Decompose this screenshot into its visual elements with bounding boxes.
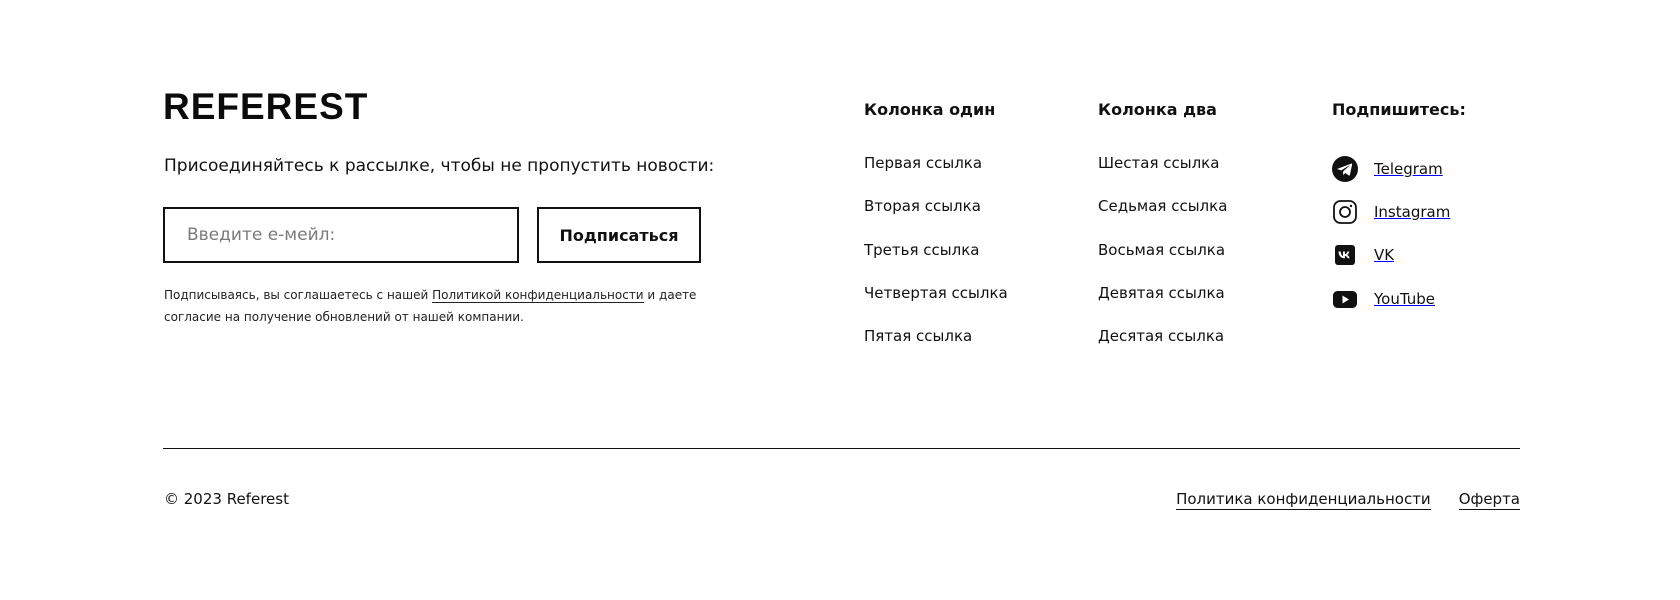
email-input[interactable] [163,207,519,263]
list-item [864,283,1008,326]
list-item [864,153,1008,196]
footer-link-3[interactable]: Третья ссылка [864,240,980,259]
brand-logo[interactable]: REFEREST [163,86,369,127]
footer-link-5[interactable]: Пятая ссылка [864,327,973,346]
consent-privacy-link[interactable]: Политикой конфиденциальности [432,288,644,302]
social-link-vk[interactable] [1332,234,1466,277]
footer-link-1[interactable]: Первая ссылка [864,154,983,172]
list-item [1098,283,1227,326]
list-item [864,240,1008,283]
footer-link-8[interactable]: Восьмая ссылка [1098,240,1226,259]
social-link-telegram[interactable] [1332,147,1466,190]
footer-column-one [864,100,1008,369]
offer-link[interactable]: Оферта [1458,490,1520,508]
newsletter-heading: Присоединяйтесь к рассылке, чтобы не пропустить новости: [164,156,715,176]
social-link-instagram[interactable] [1332,190,1466,233]
footer-link-6[interactable]: Шестая ссылка [1098,154,1220,172]
copyright-text: © 2023 Referest [164,490,289,508]
footer-link-10[interactable]: Десятая ссылка [1098,327,1225,346]
legal-links [1176,490,1520,510]
social-label-telegram: Telegram [1374,159,1443,178]
consent-text-after: и даете согласие на получение обновлений от нашей компании. [164,288,697,324]
column-two-title: Колонка два [1098,100,1217,119]
column-one-links [864,153,1008,369]
social-label-vk: VK [1374,246,1395,265]
telegram-icon [1332,156,1358,182]
footer-divider [163,448,1520,449]
column-one-title: Колонка один [864,100,996,119]
footer-link-9[interactable]: Девятая ссылка [1098,283,1225,302]
list-item [1098,153,1227,196]
instagram-icon [1332,199,1358,225]
footer-link-2[interactable]: Вторая ссылка [864,197,981,216]
footer-link-4[interactable]: Четвертая ссылка [864,283,1008,302]
list-item [864,196,1008,239]
footer-link-7[interactable]: Седьмая ссылка [1098,197,1228,216]
privacy-policy-link[interactable]: Политика конфиденциальности [1176,490,1431,508]
list-item [864,326,1008,369]
column-two-links [1098,153,1227,369]
vk-icon [1332,242,1358,268]
social-label-youtube: YouTube [1374,289,1435,308]
consent-text [164,284,724,328]
subscribe-button[interactable]: Подписаться [537,207,701,263]
consent-text-before: Подписываясь, вы соглашаетесь с нашей [164,288,433,302]
social-column [1332,100,1466,326]
list-item [1098,240,1227,283]
social-title: Подпишитесь: [1332,100,1466,119]
footer-column-two [1098,100,1227,369]
youtube-icon [1332,286,1358,312]
list-item [1098,326,1227,369]
social-link-youtube[interactable] [1332,277,1466,320]
list-item [1098,196,1227,239]
social-label-instagram: Instagram [1374,202,1451,221]
